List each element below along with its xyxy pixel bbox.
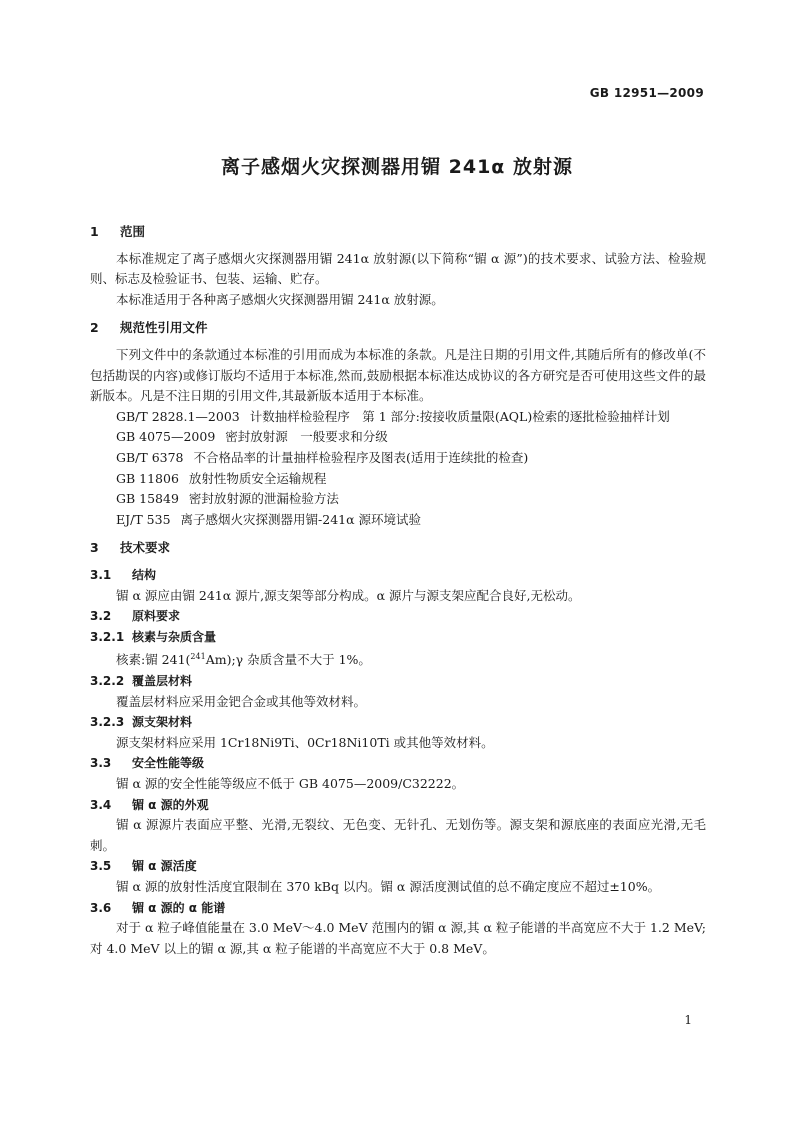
section-3-1-heading: 3.1 结构 — [90, 567, 157, 582]
section-3-4-text: 镅 α 源源片表面应平整、光滑,无裂纹、无色变、无针孔、无划伤等。源支架和源底座的表面应光滑,无毛刺。 — [90, 817, 706, 853]
section-3-5-heading: 3.5 镅 α 源活度 — [90, 859, 197, 874]
section-3-6-text: 对于 α 粒子峰值能量在 3.0 MeV～4.0 MeV 范围内的镅 α 源,其 α 粒子能谱的半高宽应不大于 1.2 MeV;对 4.0 MeV 以上的镅 α 源,其 α 粒子能谱的半高宽应不大于 0.8 MeV。 — [90, 920, 706, 956]
section-3-2-heading: 3.2 原料要求 — [90, 609, 181, 624]
reference-item: GB 11806 放射性物质安全运输规程 — [116, 470, 327, 486]
reference-item: EJ/T 535 离子感烟火灾探测器用镅-241α 源环境试验 — [116, 511, 422, 527]
section-3-6-heading: 3.6 镅 α 源的 α 能谱 — [90, 900, 226, 915]
section-3-2-1-heading: 3.2.1 核素与杂质含量 — [90, 629, 217, 644]
reference-item: GB/T 2828.1—2003 计数抽样检验程序 第 1 部分:按接收质量限(AQL)检索的逐批检验抽样计划 — [116, 408, 670, 424]
reference-item: GB 4075—2009 密封放射源 一般要求和分级 — [116, 429, 388, 445]
section-3-4-heading: 3.4 镅 α 源的外观 — [90, 797, 209, 812]
section-3-2-3-heading: 3.2.3 源支架材料 — [90, 715, 193, 730]
section-3-3-text: 镅 α 源的安全性能等级应不低于 GB 4075—2009/C32222。 — [116, 776, 465, 791]
page-number: 1 — [684, 1013, 692, 1027]
section-3-5-text: 镅 α 源的放射性活度宜限制在 370 kBq 以内。镅 α 源活度测试值的总不确定度应不超过±10%。 — [116, 878, 661, 894]
section-3-2-2-text: 覆盖层材料应采用金钯合金或其他等效材料。 — [116, 693, 367, 709]
section-3-2-1-text: 核素:镅 241($^{241}$Am);γ 杂质含量不大于 1%。 — [116, 652, 371, 668]
document-body — [90, 222, 706, 959]
section-1-heading: 1 范围 — [90, 224, 146, 239]
reference-item: GB/T 6378 不合格品率的计量抽样检验程序及图表(适用于连续批的检查) — [116, 449, 529, 465]
section-1-paragraph-1: 本标准规定了离子感烟火灾探测器用镅 241α 放射源(以下简称“镅 α 源”)的技术要求、试验方法、检验规则、标志及检验证书、包装、运输、贮存。 — [90, 250, 706, 287]
section-2-heading: 2 规范性引用文件 — [90, 320, 208, 336]
document-title: 离子感烟火灾探测器用镅 241α 放射源 — [221, 156, 573, 178]
section-3-heading: 3 技术要求 — [90, 540, 171, 556]
section-2-paragraph-1: 下列文件中的条款通过本标准的引用而成为本标准的条款。凡是注日期的引用文件,其随后所有的修改单(不包括勘误的内容)或修订版均不适用于本标准,然而,鼓励根据本标准达成协议的各方研究是否可使用这些文件的最新版本。凡是不注日期的引用文件,其最新版本适用于本标准。 — [90, 346, 706, 404]
section-3-2-3-text: 源支架材料应采用 1Cr18Ni9Ti、0Cr18Ni10Ti 或其他等效材料。 — [116, 734, 494, 750]
standard-code: GB 12951—2009 — [589, 86, 704, 100]
section-3-3-heading: 3.3 安全性能等级 — [90, 756, 205, 771]
section-1-paragraph-2: 本标准适用于各种离子感烟火灾探测器用镅 241α 放射源。 — [116, 291, 444, 307]
section-3-1-text: 镅 α 源应由镅 241α 源片,源支架等部分构成。α 源片与源支架应配合良好,无松动。 — [116, 587, 581, 603]
section-3-2-2-heading: 3.2.2 覆盖层材料 — [90, 674, 193, 689]
reference-item: GB 15849 密封放射源的泄漏检验方法 — [116, 491, 339, 507]
